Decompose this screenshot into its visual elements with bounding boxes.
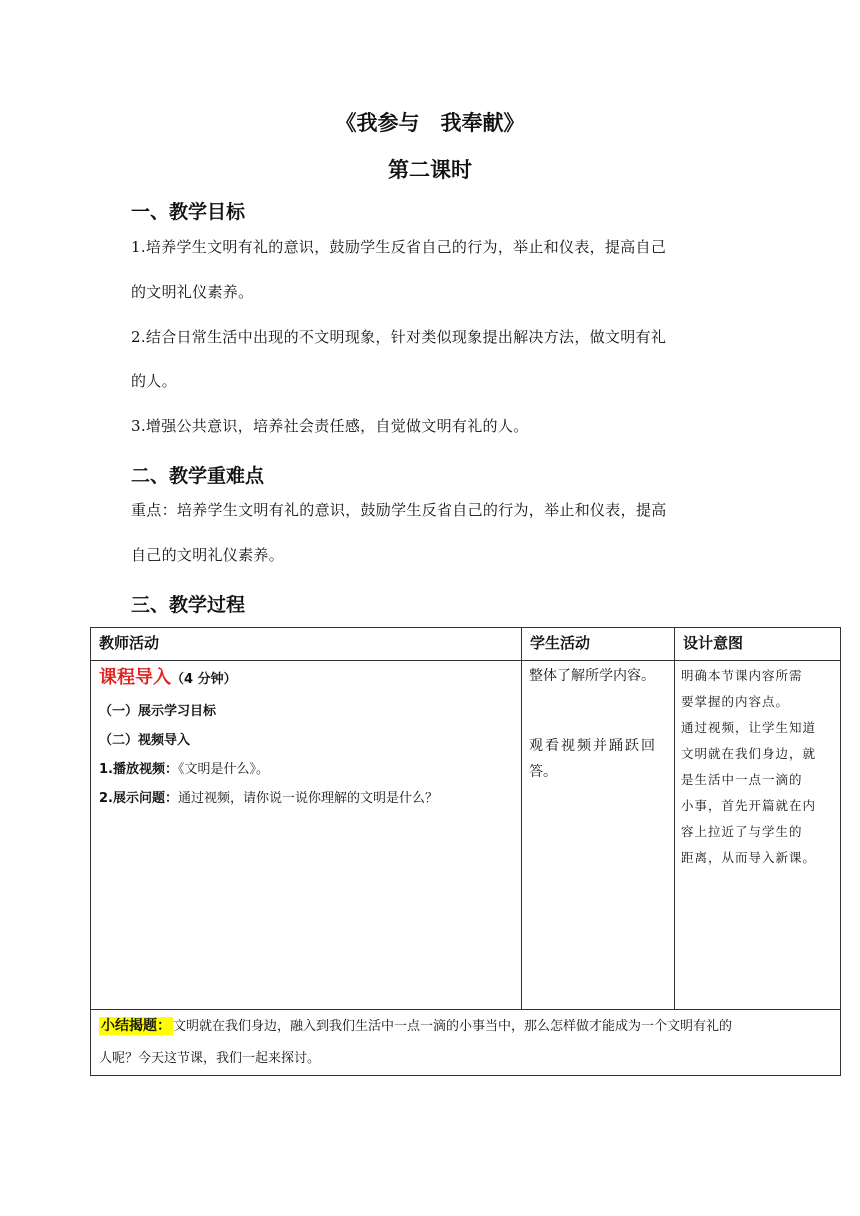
objective-line: 的文明礼仪素养。 — [131, 283, 254, 301]
student-line: 观看视频并踊跃回 — [529, 738, 657, 754]
student-line: 答。 — [529, 764, 557, 780]
header-teacher-activity: 教师活动 — [91, 628, 522, 661]
question-text: 通过视频，请你说一说你理解的文明是什么？ — [177, 791, 438, 806]
section-heading-objectives: 一、教学目标 — [131, 201, 246, 223]
design-intent-cell — [675, 661, 841, 1010]
teacher-question — [99, 784, 513, 813]
summary-text-line2: 人呢？今天这节课，我们一起来探讨。 — [99, 1051, 321, 1066]
objective-line: 2.结合日常生活中出现的不文明现象，针对类似现象提出解决方法，做文明有礼 — [131, 328, 667, 346]
header-student-activity: 学生活动 — [522, 628, 675, 661]
intro-duration: （4 分钟） — [171, 672, 237, 687]
summary-text: 文明就在我们身边，融入到我们生活中一点一滴的小事当中，那么怎样做才能成为一个文明有礼的 — [173, 1019, 733, 1034]
design-line: 小事，首先开篇就在内 — [681, 798, 817, 813]
table-header-row — [91, 628, 841, 661]
teacher-play-video — [99, 755, 513, 784]
design-line: 容上拉近了与学生的 — [681, 824, 803, 839]
section-heading-key-points: 二、教学重难点 — [131, 465, 265, 487]
teaching-process-table — [90, 627, 841, 1076]
teacher-item: （二）视频导入 — [99, 733, 191, 748]
objective-line: 3.增强公共意识，培养社会责任感，自觉做文明有礼的人。 — [131, 417, 529, 435]
design-line: 明确本节课内容所需 — [681, 668, 803, 683]
table-row — [91, 661, 841, 1010]
question-label: 2.展示问题： — [99, 791, 178, 806]
summary-cell — [91, 1010, 841, 1076]
design-line: 是生活中一点一滴的 — [681, 772, 803, 787]
table-row-summary — [91, 1010, 841, 1076]
student-line: 整体了解所学内容。 — [529, 668, 655, 684]
document-title: 《我参与 我奉献》 — [335, 111, 525, 135]
key-point-line: 重点：培养学生文明有礼的意识，鼓励学生反省自己的行为，举止和仪表，提高 — [131, 501, 667, 519]
objective-line: 的人。 — [131, 372, 177, 390]
teacher-activity-cell — [91, 661, 522, 1010]
header-design-intent: 设计意图 — [675, 628, 841, 661]
section-heading-process: 三、教学过程 — [131, 594, 246, 616]
teacher-item: （一）展示学习目标 — [99, 704, 217, 719]
key-point-line: 自己的文明礼仪素养。 — [131, 546, 285, 564]
intro-section-title: 课程导入 — [99, 667, 171, 688]
play-video-label: 1.播放视频： — [99, 762, 178, 777]
document-subtitle: 第二课时 — [388, 158, 472, 182]
summary-label: 小结揭题： — [101, 1018, 171, 1034]
design-line: 通过视频，让学生知道 — [681, 720, 817, 735]
student-activity-cell — [522, 661, 675, 1010]
design-line: 要掌握的内容点。 — [681, 694, 790, 709]
design-line: 距离，从而导入新课。 — [681, 850, 817, 865]
objective-line: 1.培养学生文明有礼的意识，鼓励学生反省自己的行为，举止和仪表，提高自己 — [131, 238, 667, 256]
play-video-text: 《文明是什么》。 — [177, 762, 269, 777]
design-line: 文明就在我们身边，就 — [681, 746, 817, 761]
